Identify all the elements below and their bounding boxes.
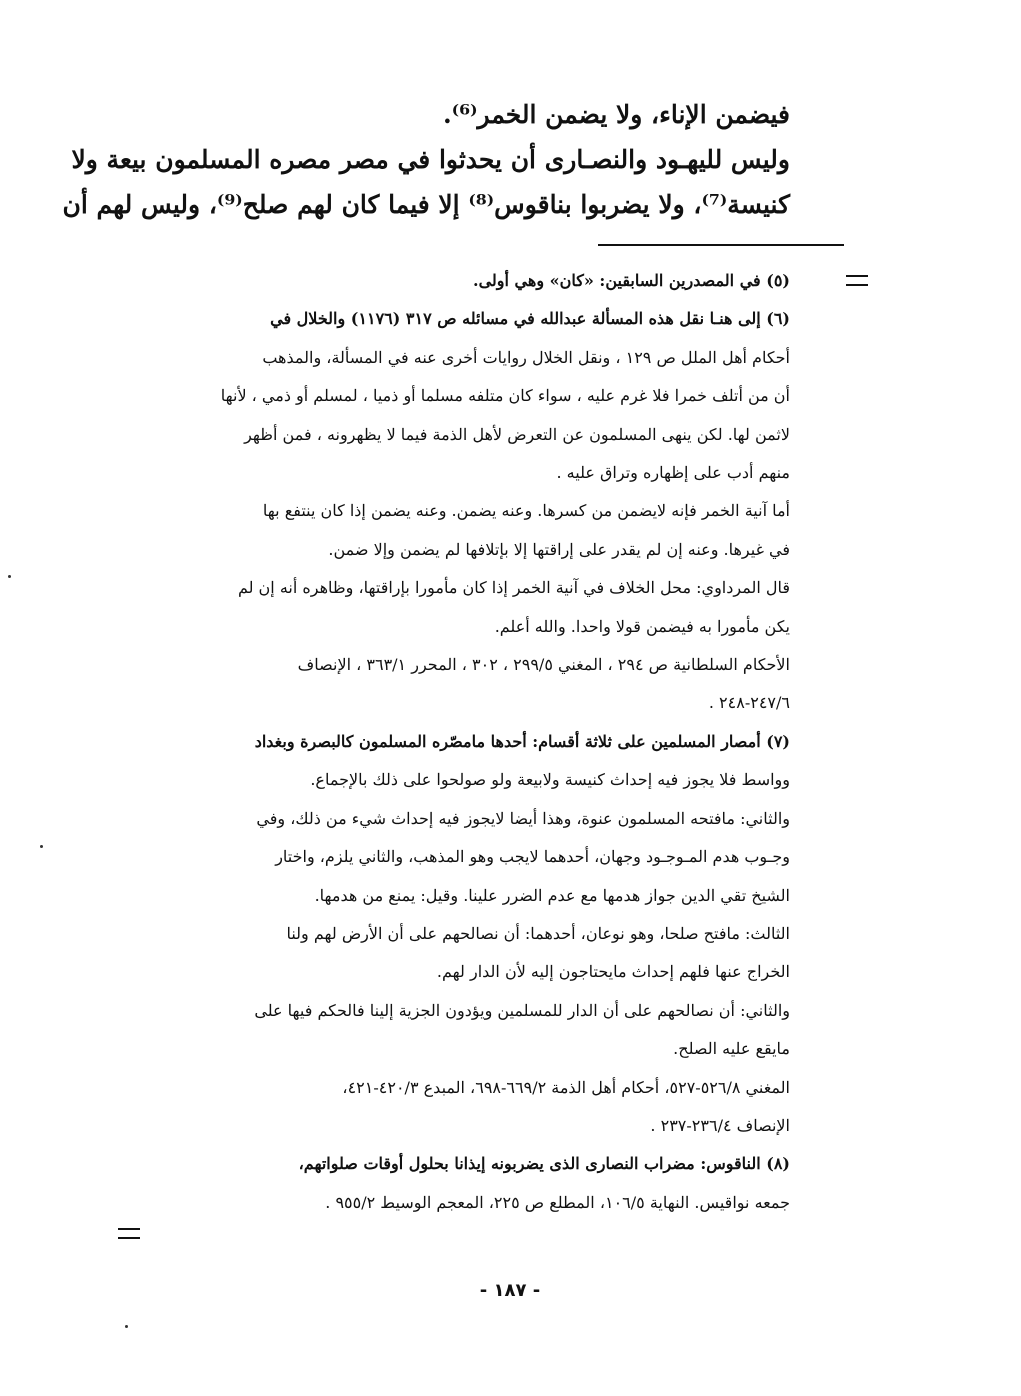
- footnote-line: الثالث: مافتح صلحا، وهو نوعان، أحدهما: أن نصالحهم على أن الأرض لهم ولنا: [286, 923, 790, 943]
- footnote-line: (٦) إلى هنـا نقل هذه المسألة عبدالله في مسائله ص ٣١٧ (١١٧٦) والخلال في: [270, 309, 790, 329]
- footnote-line: والثاني: مافتحه المسلمون عنوة، وهذا أيضا لايجوز فيه إحداث شيء من ذلك، وفي: [256, 808, 790, 828]
- footnote-line: الأحكام السلطانية ص ٢٩٤ ، المغني ٢٩٩/٥ ، ٣٠٢ ، المحرر ٣٦٣/١ ، الإنصاف: [297, 655, 790, 675]
- double-line-marker: [846, 275, 868, 286]
- double-line-marker: [118, 1228, 140, 1239]
- footnote-line: لاثمن لها. لكن ينهى المسلمون عن التعرض لأهل الذمة فيما لا يظهرونه ، فمن أظهر: [244, 424, 790, 444]
- footnote-separator: [598, 244, 844, 246]
- footnote-line: (٧) أمصار المسلمين على ثلاثة أقسام: أحدها مامصّره المسلمون كالبصرة وبغداد: [254, 731, 790, 751]
- footnote-line: جمعه نواقيس. النهاية ١٠٦/٥، المطلع ص ٢٢٥، المعجم الوسيط ٩٥٥/٢ .: [325, 1192, 790, 1212]
- footnote-line: أحكام أهل الملل ص ١٢٩ ، ونقل الخلال روايات أخرى عنه في المسألة، والمذهب: [262, 347, 790, 367]
- main-text-line: وليس لليهـود والنصـارى أن يحدثوا في مصر مصره المسلمون بيعة ولا: [71, 145, 790, 174]
- footnote-line: (٥) في المصدرين السابقين: «كان» وهي أولى.: [473, 271, 790, 290]
- footnote-line: الشيخ تقي الدين جواز هدمها مع عدم الضرر علينا. وقيل: يمنع من هدمها.: [314, 885, 790, 905]
- footnote-line: قال المرداوي: محل الخلاف في آنية الخمر إذا كان مأمورا بإراقتها، وظاهره أنه إن لم: [237, 578, 790, 598]
- footnote-line: وجـوب هدم المـوجـود وجهان، أحدهما لايجب وهو المذهب، والثاني يلزم، واختار: [275, 847, 790, 867]
- footnote-line: مايقع عليه الصلح.: [673, 1039, 790, 1059]
- main-text-block: [62, 92, 790, 227]
- page-number: - ١٨٧ -: [479, 1280, 541, 1301]
- footnote-line: يكن مأمورا به فيضمن قولا واحدا. والله أعلم.: [494, 616, 790, 636]
- main-text-line: فيضمن الإناء، ولا يضمن الخمر⁽⁶⁾.: [442, 100, 790, 129]
- scan-speck: [8, 575, 11, 578]
- footnote-line: والثاني: أن نصالحهم على أن الدار للمسلمين ويؤدون الجزية إلينا فالحكم فيها على: [254, 1000, 790, 1020]
- footnote-line: المغني ٥٢٦/٨-٥٢٧، أحكام أهل الذمة ٦٦٩/٢-٦٩٨، المبدع ٤٢٠/٣-٤٢١،: [342, 1077, 790, 1097]
- main-text-line: كنيسة⁽⁷⁾، ولا يضربوا بناقوس⁽⁸⁾ إلا فيما كان لهم صلح⁽⁹⁾، وليس لهم أن: [62, 190, 790, 219]
- footnote-line: في غيرها. وعنه إن لم يقدر على إراقتها إلا بإتلافها لم يضمن وإلا ضمن.: [328, 539, 790, 559]
- scan-speck: [40, 845, 43, 848]
- footnote-line: (٨) الناقوس: مضراب النصارى الذى يضربونه إيذانا بحلول أوقات صلواتهم،: [298, 1154, 790, 1174]
- footnote-line: ٢٤٧/٦-٢٤٨ .: [708, 693, 790, 713]
- footnote-line: أما آنية الخمر فإنه لايضمن من كسرها. وعنه يضمن. وعنه يضمن إذا كان ينتفع بها: [262, 501, 790, 521]
- scan-speck: [125, 1325, 128, 1328]
- footnote-line: الإنصاف ٢٣٦/٤-٢٣٧ .: [650, 1115, 790, 1135]
- footnote-line: أن من أتلف خمرا فلا غرم عليه ، سواء كان متلفه مسلما أو ذميا ، لمسلم أو ذمي ، لأنها: [220, 386, 790, 406]
- footnote-line: وواسط فلا يجوز فيه إحداث كنيسة ولابيعة ولو صولحوا على ذلك بالإجماع.: [310, 770, 790, 790]
- footnote-line: منهم أدب على إظهاره وتراق عليه .: [556, 463, 790, 483]
- footnote-line: الخراج عنها فلهم إحداث مايحتاجون إليه لأن الدار لهم.: [436, 962, 790, 982]
- footnotes-block: [130, 262, 790, 1222]
